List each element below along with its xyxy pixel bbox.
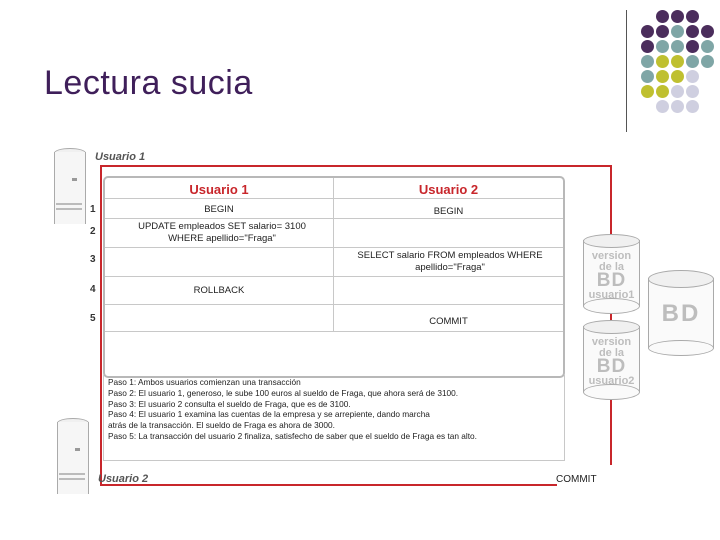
decorative-dot xyxy=(656,55,669,68)
decorative-dot xyxy=(671,25,684,38)
row-divider xyxy=(105,304,563,305)
decorative-dot xyxy=(686,25,699,38)
user2-timeline-line xyxy=(100,484,557,486)
note-line: Paso 1: Ambos usuarios comienzan una transacción xyxy=(108,377,301,387)
db-version-user1-icon: version de la BD usuario1 xyxy=(583,234,640,314)
note-line: Paso 5: La transacción del usuario 2 finaliza, satisfecho de saber que el sueldo de Fraga es tan alto. xyxy=(108,430,477,441)
decorative-dot xyxy=(641,40,654,53)
user1-timeline-line xyxy=(100,165,612,167)
title-divider xyxy=(626,10,627,132)
step-number: 5 xyxy=(90,313,96,324)
header-usuario1: Usuario 1 xyxy=(189,182,249,197)
decorative-dot xyxy=(686,40,699,53)
table-cell: UPDATE empleados SET salario= 3100 WHERE apellido="Fraga" xyxy=(138,221,306,244)
decorative-dot xyxy=(686,85,699,98)
row-divider xyxy=(105,247,563,248)
decorative-dot xyxy=(686,55,699,68)
user2-commit-label: COMMIT xyxy=(556,474,597,485)
user1-server-icon xyxy=(54,148,86,228)
decorative-dot xyxy=(656,85,669,98)
step-notes xyxy=(103,375,565,461)
table-cell: COMMIT xyxy=(429,316,468,327)
table-cell: BEGIN xyxy=(204,204,234,215)
row-divider xyxy=(105,276,563,277)
left-connector-line xyxy=(100,165,102,485)
right-connector-line xyxy=(610,165,612,465)
row-divider xyxy=(105,218,563,219)
user2-label: Usuario 2 xyxy=(98,473,149,485)
decorative-dot xyxy=(701,40,714,53)
note-line: Paso 3: El usuario 2 consulta el sueldo de Fraga, que es de 3100. xyxy=(108,398,351,409)
database-icon: BD xyxy=(648,270,714,356)
user2-server-icon xyxy=(57,418,89,498)
row-divider xyxy=(105,331,563,332)
step-number: 1 xyxy=(90,204,96,215)
row-divider xyxy=(105,198,563,199)
table-cell: BEGIN xyxy=(433,206,464,217)
note-line: atrás de la transacción. El sueldo de Fraga es ahora de 3000. xyxy=(108,420,335,431)
decorative-dot xyxy=(671,55,684,68)
column-divider xyxy=(333,178,334,331)
table-cell: ROLLBACK xyxy=(193,285,245,296)
decorative-dot xyxy=(701,25,714,38)
decorative-dot xyxy=(656,40,669,53)
decorative-dot xyxy=(686,70,699,83)
step-number: 4 xyxy=(90,284,96,295)
decorative-dot xyxy=(686,10,699,23)
transaction-table xyxy=(103,176,565,378)
decorative-dot xyxy=(656,70,669,83)
table-cell: SELECT salario FROM empleados WHERE apellido="Fraga" xyxy=(357,250,543,273)
user1-label: Usuario 1 xyxy=(95,151,146,163)
decorative-dot xyxy=(686,100,699,113)
note-line: Paso 4: El usuario 1 examina las cuentas de la empresa y se arrepiente, dando marcha xyxy=(108,409,430,420)
step-number: 3 xyxy=(90,254,96,265)
decorative-dot xyxy=(656,100,669,113)
slide-title: Lectura sucia xyxy=(44,64,253,102)
decorative-dot xyxy=(641,85,654,98)
db-version-user2-icon: version de la BD usuario2 xyxy=(583,320,640,400)
header-usuario2: Usuario 2 xyxy=(418,182,479,197)
decorative-dot xyxy=(671,70,684,83)
decorative-dot xyxy=(671,40,684,53)
note-line: Paso 2: El usuario 1, generoso, le sube 100 euros al sueldo de Fraga, que ahora será de 3100. xyxy=(108,387,459,398)
decorative-dot xyxy=(701,55,714,68)
decorative-dot xyxy=(671,10,684,23)
decorative-dot xyxy=(671,85,684,98)
decorative-dot xyxy=(641,25,654,38)
decorative-dot xyxy=(641,70,654,83)
decorative-dot xyxy=(671,100,684,113)
decorative-dot xyxy=(641,55,654,68)
step-number: 2 xyxy=(90,226,96,237)
decorative-dot xyxy=(656,25,669,38)
decorative-dot xyxy=(656,10,669,23)
